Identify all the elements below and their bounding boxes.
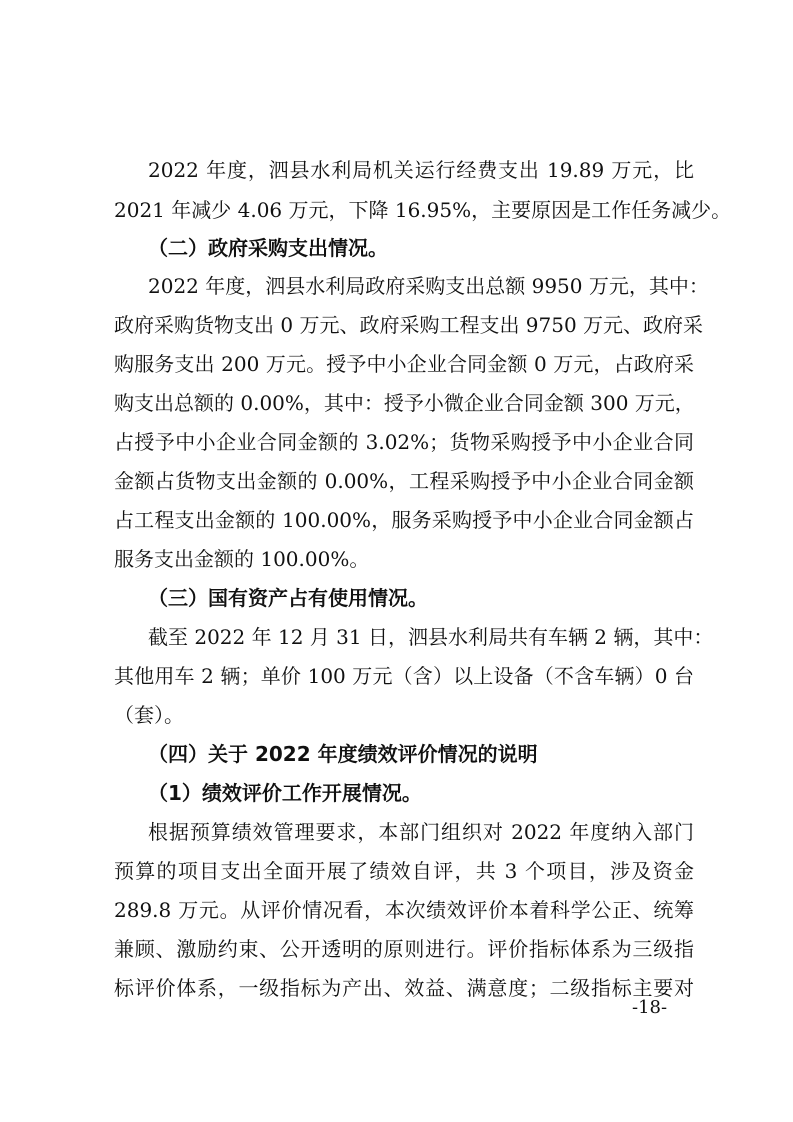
paragraph-4-line-3: 289.8 万元。从评价情况看，本次绩效评价本着科学公正、统筹 xyxy=(114,898,694,922)
paragraph-2-line-5: 占授予中小企业合同金额的 3.02%；货物采购授予中小企业合同 xyxy=(114,430,694,454)
paragraph-1-line-1: 2022 年度，泗县水利局机关运行经费支出 19.89 万元，比 xyxy=(148,158,694,182)
section-heading-2: （二）政府采购支出情况。 xyxy=(148,236,388,260)
paragraph-2-line-8: 服务支出金额的 100.00%。 xyxy=(114,547,370,571)
page-number: -18- xyxy=(632,997,668,1018)
paragraph-4-line-1: 根据预算绩效管理要求，本部门组织对 2022 年度纳入部门 xyxy=(148,820,694,844)
paragraph-2-line-2: 政府采购货物支出 0 万元、政府采购工程支出 9750 万元、政府采 xyxy=(114,313,704,337)
paragraph-4-line-2: 预算的项目支出全面开展了绩效自评，共 3 个项目，涉及资金 xyxy=(114,859,694,883)
paragraph-3-line-1: 截至 2022 年 12 月 31 日，泗县水利局共有车辆 2 辆，其中： xyxy=(148,625,714,649)
paragraph-3-line-3: （套）。 xyxy=(114,703,184,727)
section-heading-3: （三）国有资产占有使用情况。 xyxy=(148,586,428,610)
paragraph-4-line-5: 标评价体系，一级指标为产出、效益、满意度；二级指标主要对 xyxy=(114,976,694,1000)
paragraph-1-line-2: 2021 年减少 4.06 万元，下降 16.95%，主要原因是工作任务减少。 xyxy=(114,198,732,222)
paragraph-2-line-7: 占工程支出金额的 100.00%，服务采购授予中小企业合同金额占 xyxy=(114,508,694,532)
subsection-heading-1: （1）绩效评价工作开展情况。 xyxy=(148,781,422,805)
paragraph-4-line-4: 兼顾、激励约束、公开透明的原则进行。评价指标体系为三级指 xyxy=(114,937,694,961)
paragraph-2-line-3: 购服务支出 200 万元。授予中小企业合同金额 0 万元，占政府采 xyxy=(114,352,694,376)
paragraph-2-line-1: 2022 年度，泗县水利局政府采购支出总额 9950 万元，其中： xyxy=(148,274,709,298)
paragraph-2-line-4: 购支出总额的 0.00%，其中：授予小微企业合同金额 300 万元， xyxy=(114,391,695,415)
paragraph-3-line-2: 其他用车 2 辆；单价 100 万元（含）以上设备（不含车辆）0 台 xyxy=(114,664,694,688)
section-heading-4: （四）关于 2022 年度绩效评价情况的说明 xyxy=(148,742,538,766)
paragraph-2-line-6: 金额占货物支出金额的 0.00%，工程采购授予中小企业合同金额 xyxy=(114,469,694,493)
